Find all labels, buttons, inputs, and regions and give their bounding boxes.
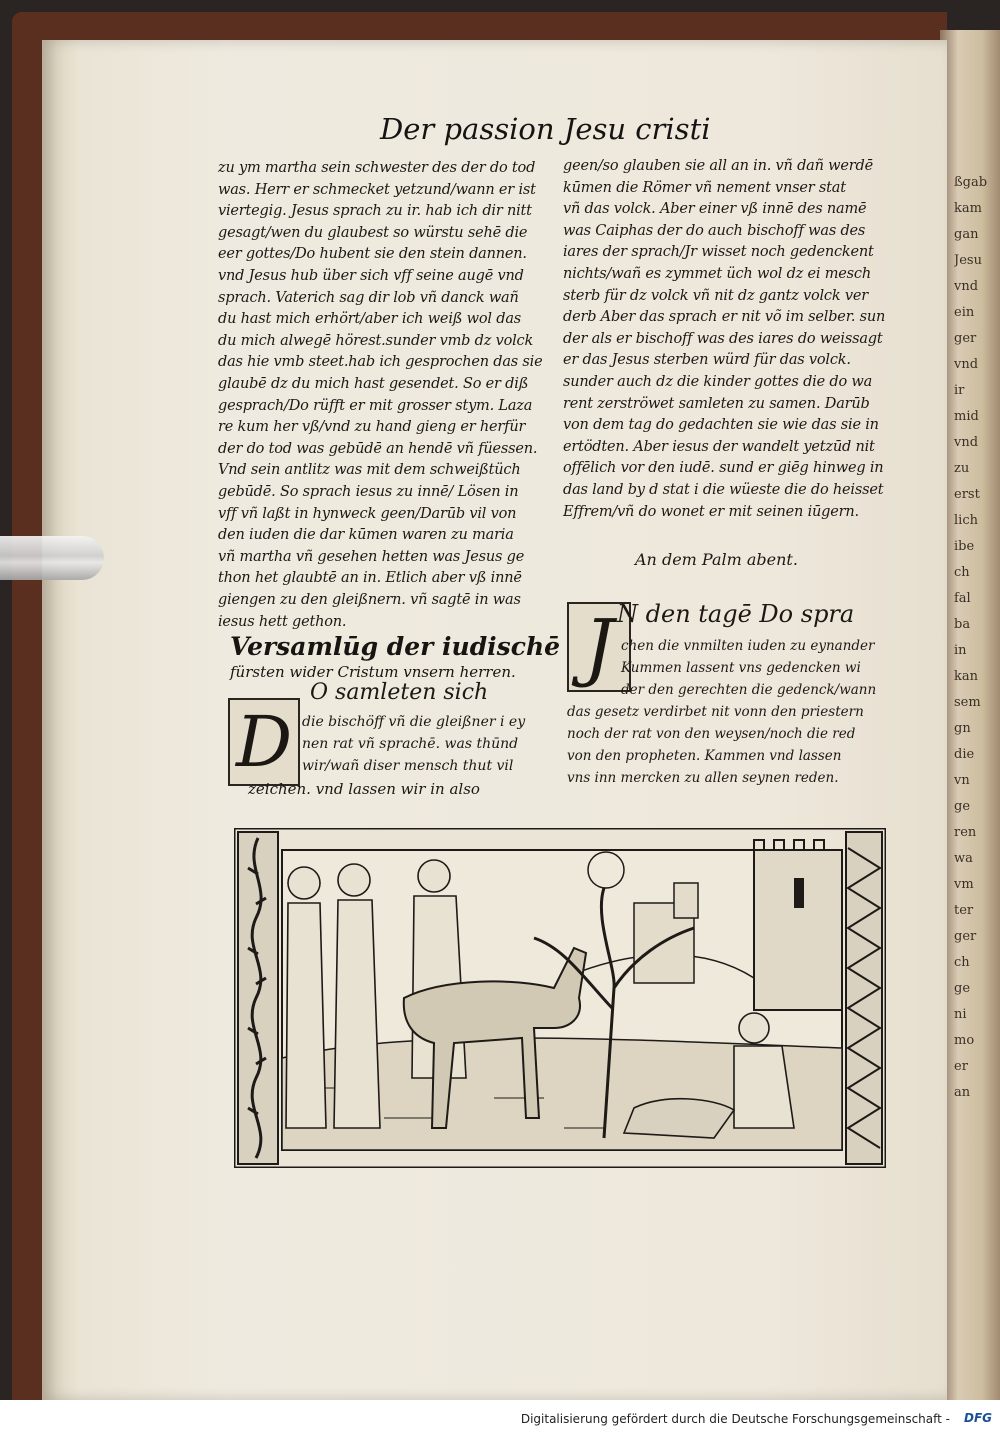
facing-text-fragment: in bbox=[954, 643, 967, 658]
text-line: geen/so glauben sie all an in. vñ dañ werdē bbox=[563, 158, 873, 174]
facing-page-text bbox=[954, 170, 998, 1230]
facing-text-fragment: ger bbox=[954, 331, 977, 346]
text-line: der den gerechten die gedenck/wann bbox=[621, 682, 877, 698]
footer-bar bbox=[0, 1400, 1000, 1437]
paragraph-left bbox=[228, 680, 558, 800]
facing-text-fragment: ein bbox=[954, 305, 975, 320]
facing-text-fragment: zu bbox=[954, 461, 970, 476]
facing-page-edge bbox=[940, 30, 1000, 1400]
facing-text-fragment: mo bbox=[954, 1033, 975, 1048]
facing-text-fragment: ba bbox=[954, 617, 971, 632]
text-line: offēlich vor den iudē. sund er giēg hinweg in bbox=[563, 460, 884, 477]
facing-text-fragment: ren bbox=[954, 825, 977, 840]
facing-text-fragment: die bbox=[954, 747, 975, 762]
text-line: gesprach/Do rüfft er mit grosser stym. Laza bbox=[218, 397, 533, 414]
facing-text-fragment: ge bbox=[954, 981, 971, 996]
facing-text-fragment: kam bbox=[954, 201, 982, 216]
text-line: giengen zu den gleißnern. vñ sagtē in was bbox=[218, 592, 521, 608]
text-line: den iuden die dar kūmen waren zu maria bbox=[218, 527, 514, 544]
text-line: der als er bischoff was des iares do weissagt bbox=[563, 330, 883, 347]
text-line: vñ das volck. Aber einer vß innē des namē bbox=[563, 201, 867, 218]
facing-text-fragment: kan bbox=[954, 669, 979, 684]
facing-text-fragment: vnd bbox=[954, 279, 979, 294]
facing-text-fragment: fal bbox=[954, 591, 971, 606]
text-line: N den tagē Do spra bbox=[617, 600, 855, 628]
text-line: nen rat vñ sprachē. was thūnd bbox=[302, 736, 519, 752]
text-line: er das Jesus sterben würd für das volck. bbox=[563, 352, 851, 369]
facing-text-fragment: ch bbox=[954, 955, 970, 970]
facing-text-fragment: ni bbox=[954, 1007, 967, 1022]
page-title: Der passion Jesu cristi bbox=[380, 112, 711, 146]
facing-text-fragment: ger bbox=[954, 929, 977, 944]
text-line: re kum her vß/vnd zu hand gieng er herfür bbox=[218, 419, 526, 436]
text-line: von den propheten. Kammen vnd lassen bbox=[567, 748, 842, 764]
text-line: kūmen die Römer vñ nement vnser stat bbox=[563, 179, 846, 196]
text-line: sterb für dz volck vñ nit dz gantz volck ver bbox=[563, 287, 868, 304]
woodcut-illustration bbox=[234, 828, 886, 1168]
text-line: zeichen. vnd lassen wir in also bbox=[248, 780, 480, 798]
facing-text-fragment: vnd bbox=[954, 357, 979, 372]
facing-text-fragment: vm bbox=[954, 877, 974, 892]
facing-text-fragment: ge bbox=[954, 799, 971, 814]
section-title: Versamlūg der iudischē bbox=[230, 632, 561, 661]
text-line: derb Aber das sprach er nit võ im selber. sun bbox=[563, 309, 886, 326]
text-line: das gesetz verdirbet nit vonn den priestern bbox=[567, 704, 864, 720]
text-line: vns inn mercken zu allen seynen reden. bbox=[567, 770, 839, 786]
text-line: eer gottes/Do hubent sie den stein dannen. bbox=[218, 246, 527, 263]
text-line: von dem tag do gedachten sie wie das sie in bbox=[563, 417, 879, 434]
text-line: viertegig. Jesus sprach zu ir. hab ich dir nitt bbox=[218, 203, 532, 220]
text-line: thon het glaubtē an in. Etlich aber vß innē bbox=[218, 570, 522, 587]
text-line: die bischöff vñ die gleißner i ey bbox=[302, 714, 526, 730]
section-subtitle: fürsten wider Cristum vnsern herren. bbox=[230, 663, 516, 681]
facing-text-fragment: vnd bbox=[954, 435, 979, 450]
text-line: glaubē dz du mich hast gesendet. So er diß bbox=[218, 376, 529, 392]
text-line: du hast mich erhört/aber ich weiß wol das bbox=[218, 311, 522, 328]
text-line: iesus hett gethon. bbox=[218, 613, 347, 630]
text-line: das land by d stat i die wüeste die do heisset bbox=[563, 482, 884, 498]
text-line: gesagt/wen du glaubest so würstu sehē die bbox=[218, 224, 528, 241]
facing-text-fragment: sem bbox=[954, 695, 981, 710]
text-line: gebūdē. So sprach iesus zu innē/ Lösen in bbox=[218, 484, 519, 500]
section-subtitle-palm: An dem Palm abent. bbox=[635, 550, 798, 569]
facing-text-fragment: wa bbox=[954, 851, 973, 866]
facing-text-fragment: ibe bbox=[954, 539, 975, 554]
viewer-tab-handle[interactable] bbox=[0, 536, 104, 580]
section-heading bbox=[230, 632, 560, 681]
text-line: sprach. Vaterich sag dir lob vñ danck wañ bbox=[218, 289, 519, 306]
dfg-logo: DFG bbox=[963, 1411, 992, 1425]
paragraph-right bbox=[567, 598, 897, 788]
facing-text-fragment: ter bbox=[954, 903, 974, 918]
text-line: vñ martha vñ gesehen hetten was Jesus ge bbox=[218, 548, 525, 565]
text-line: Effrem/vñ do wonet er mit seinen iūgern. bbox=[563, 503, 859, 520]
facing-text-fragment: ir bbox=[954, 383, 965, 398]
facing-text-fragment: vn bbox=[954, 773, 970, 788]
facing-text-fragment: ßgab bbox=[954, 175, 988, 190]
facing-text-fragment: gn bbox=[954, 721, 971, 736]
text-line: O samleten sich bbox=[310, 680, 489, 705]
facing-text-fragment: an bbox=[954, 1085, 971, 1100]
text-line: nichts/wañ es zymmet üch wol dz ei mesch bbox=[563, 266, 871, 282]
decorated-initial: J bbox=[567, 602, 631, 692]
text-line: rent zerströwet samleten zu samen. Darūb bbox=[563, 395, 870, 412]
text-line: das hie vmb steet.hab ich gesprochen das sie bbox=[218, 354, 543, 371]
text-line: chen die vnmilten iuden zu eynander bbox=[621, 638, 875, 654]
facing-text-fragment: gan bbox=[954, 227, 979, 242]
facing-text-fragment: Jesu bbox=[954, 253, 982, 268]
facing-text-fragment: mid bbox=[954, 409, 979, 424]
facing-text-fragment: er bbox=[954, 1059, 968, 1074]
text-line: Kummen lassent vns gedencken wi bbox=[621, 660, 861, 676]
decorated-initial: D bbox=[228, 698, 300, 786]
text-line: was Caiphas der do auch bischoff was des bbox=[563, 222, 866, 239]
text-line: ertödten. Aber iesus der wandelt yetzūd nit bbox=[563, 438, 875, 455]
facing-text-fragment: ch bbox=[954, 565, 970, 580]
text-line: iares der sprach/Jr wisset noch gedenckent bbox=[563, 244, 874, 261]
text-line: Vnd sein antlitz was mit dem schweißtüch bbox=[218, 462, 521, 479]
text-line: vff vñ laßt in hynweck geen/Darūb vil von bbox=[218, 505, 517, 522]
facing-text-fragment: lich bbox=[954, 513, 978, 528]
text-line: noch der rat von den weysen/noch die red bbox=[567, 726, 856, 742]
text-line: zu ym martha sein schwester des der do tod bbox=[218, 160, 536, 176]
text-line: sunder auch dz die kinder gottes die do wa bbox=[563, 374, 873, 390]
text-line: was. Herr er schmecket yetzund/wann er ist bbox=[218, 181, 536, 198]
footer-credit: Digitalisierung gefördert durch die Deutsche Forschungsgemeinschaft - bbox=[520, 1412, 950, 1426]
text-line: du mich alwegē hörest.sunder vmb dz volck bbox=[218, 332, 534, 349]
text-line: der do tod was gebūdē an hendē vñ füessen. bbox=[218, 440, 538, 457]
text-line: vnd Jesus hub über sich vff seine augē vnd bbox=[218, 268, 524, 284]
facing-text-fragment: erst bbox=[954, 487, 980, 502]
text-line: wir/wañ diser mensch thut vil bbox=[302, 758, 514, 774]
